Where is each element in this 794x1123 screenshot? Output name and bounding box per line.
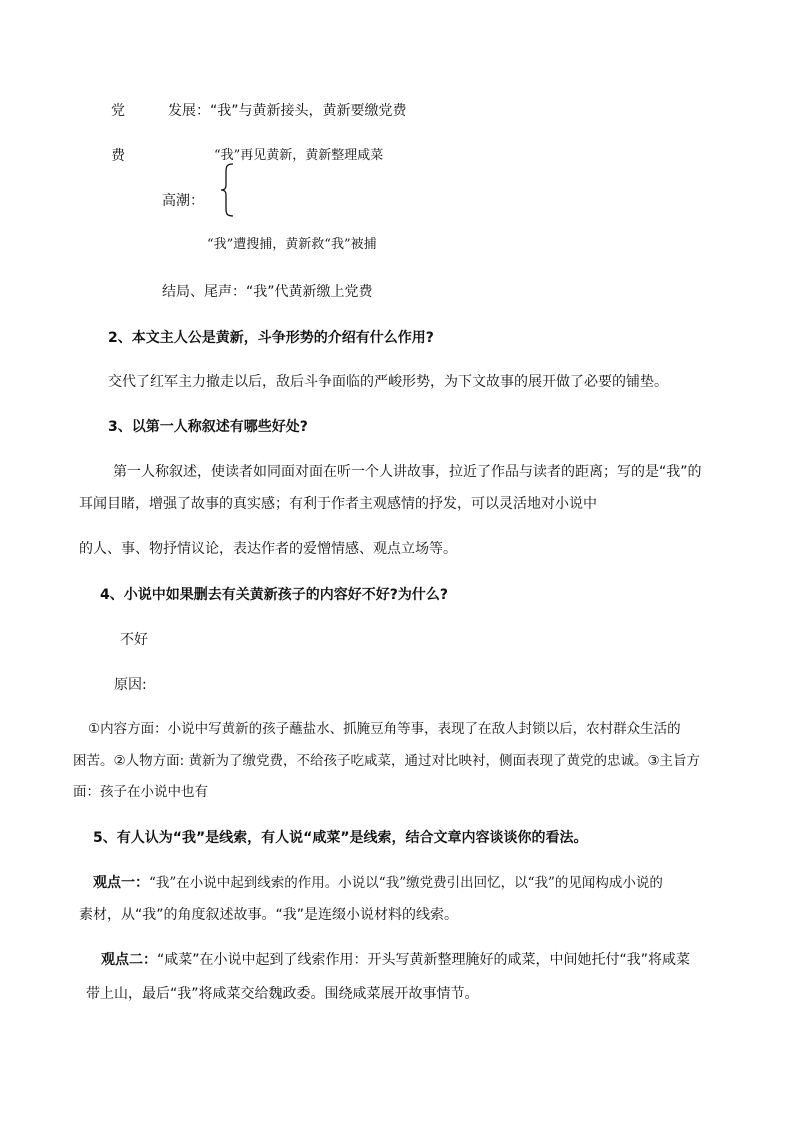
q5-view1-paragraph bbox=[93, 873, 663, 893]
outline-climax-label: 高潮： bbox=[162, 193, 204, 209]
outline-side-char-1: 党 bbox=[111, 103, 125, 119]
outline-side-char-2: 费 bbox=[111, 148, 125, 164]
q5-question: 5、有人认为“我”是线索，有人说“咸菜”是线索，结合文章内容谈谈你的看法。 bbox=[93, 830, 588, 846]
q5-view1-line: 素材，从“我”的角度叙述故事。“我”是连缀小说材料的线索。 bbox=[79, 907, 459, 923]
q3-answer-line: 第一人称叙述，使读者如同面对面在听一个人讲故事，拉近了作品与读者的距离；写的是“我”的 bbox=[113, 464, 702, 480]
q4-verdict: 不好 bbox=[120, 632, 148, 648]
outline-development: 发展：“我”与黄新接头，黄新要缴党费 bbox=[168, 103, 407, 119]
outline-ending: 结局、尾声：“我”代黄新缴上党费 bbox=[162, 284, 373, 300]
q5-view2-label: 观点二： bbox=[101, 952, 157, 968]
q5-view2-line: “咸菜”在小说中起到了线索作用：开头写黄新整理腌好的咸菜，中间她托付“我”将咸菜 bbox=[157, 952, 691, 968]
q4-reason-line: 面：孩子在小说中也有 bbox=[73, 784, 208, 800]
q3-question: 3、以第一人称叙述有哪些好处? bbox=[108, 419, 308, 435]
curly-brace-icon bbox=[219, 163, 235, 217]
q2-answer: 交代了红军主力撤走以后，敌后斗争面临的严峻形势，为下文故事的展开做了必要的铺垫。 bbox=[108, 374, 668, 390]
q2-question: 2、本文主人公是黄新，斗争形势的介绍有什么作用? bbox=[108, 330, 434, 346]
q5-view1-line: “我”在小说中起到线索的作用。小说以“我”缴党费引出回忆，以“我”的见闻构成小说的 bbox=[149, 875, 663, 891]
q4-reason-line: ①内容方面：小说中写黄新的孩子蘸盐水、抓腌豆角等事，表现了在敌人封锁以后，农村群众生活的 bbox=[88, 721, 681, 737]
q4-reason-line: 困苦。②人物方面: 黄新为了缴党费，不给孩子吃咸菜，通过对比映衬，侧面表现了黄党的忠诚。③主旨方 bbox=[73, 753, 701, 769]
q4-reason-label: 原因: bbox=[114, 677, 147, 693]
outline-climax-line-1: “我”再见黄新，黄新整理咸菜 bbox=[214, 148, 384, 163]
q5-view2-line: 带上山，最后“我”将咸菜交给魏政委。围绕咸菜展开故事情节。 bbox=[86, 986, 479, 1002]
q3-answer-line: 耳闻目睹，增强了故事的真实感；有利于作者主观感情的抒发，可以灵活地对小说中 bbox=[79, 496, 597, 512]
q3-answer-line: 的人、事、物抒情议论，表达作者的爱憎情感、观点立场等。 bbox=[79, 541, 457, 557]
q5-view1-label: 观点一： bbox=[93, 875, 149, 891]
q4-question: 4、小说中如果删去有关黄新孩子的内容好不好?为什么? bbox=[100, 587, 448, 603]
outline-climax-line-2: “我”遭搜捕，黄新救“我”被捕 bbox=[207, 237, 377, 252]
q5-view2-paragraph bbox=[101, 950, 690, 970]
